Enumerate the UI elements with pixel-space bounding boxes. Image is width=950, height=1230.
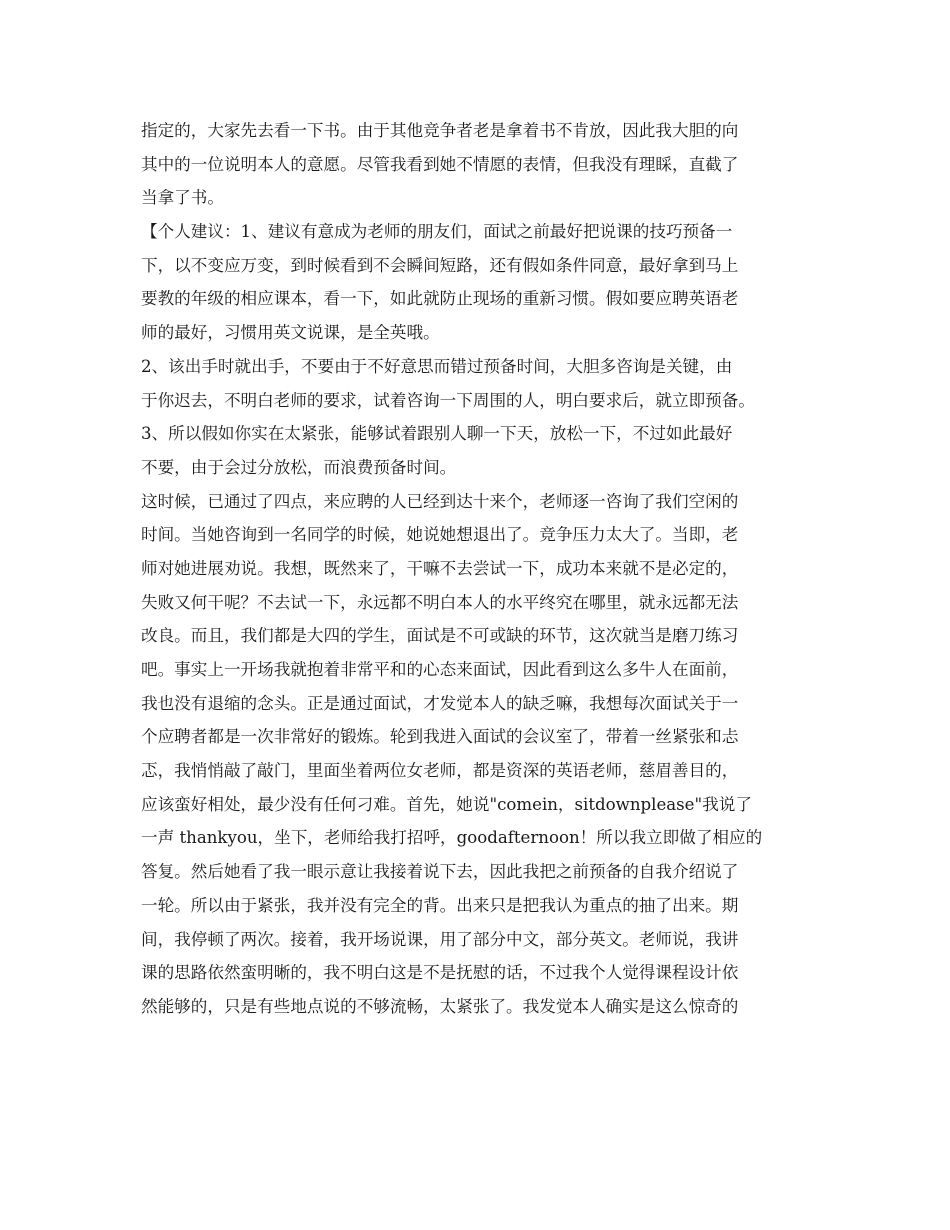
text-line: 失败又何干呢？不去试一下，永远都不明白本人的水平终究在哪里，就永远都无法 xyxy=(141,592,739,612)
text-line: 时间。当她咨询到一名同学的时候，她说她想退出了。竞争压力太大了。当即，老 xyxy=(141,525,739,545)
text-line: 然能够的，只是有些地点说的不够流畅，太紧张了。我发觉本人确实是这么惊奇的 xyxy=(141,996,739,1016)
text-line: 课的思路依然蛮明晰的，我不明白这是不是抚慰的话，不过我个人觉得课程设计依 xyxy=(141,963,739,983)
text-line: 一声 thankyou，坐下，老师给我打招呼，goodafternoon！所以我立即做了相应的 xyxy=(141,828,763,848)
text-line: 当拿了书。 xyxy=(141,188,224,208)
text-line: 师的最好，习惯用英文说课，是全英哦。 xyxy=(141,323,440,343)
text-line: 我也没有退缩的念头。正是通过面试，才发觉本人的缺乏嘛，我想每次面试关于一 xyxy=(141,693,739,713)
text-line: 改良。而且，我们都是大四的学生，面试是不可或缺的环节，这次就当是磨刀练习 xyxy=(141,626,739,646)
text-line: 于你迟去，不明白老师的要求，试着咨询一下周围的人，明白要求后，就立即预备。 xyxy=(141,390,755,410)
text-line: 3、所以假如你实在太紧张，能够试着跟别人聊一下天，放松一下，不过如此最好 xyxy=(141,424,733,444)
text-line: 个应聘者都是一次非常好的锻炼。轮到我进入面试的会议室了，带着一丝紧张和忐 xyxy=(141,727,739,747)
text-line: 这时候，已通过了四点，来应聘的人已经到达十来个，老师逐一咨询了我们空闲的 xyxy=(141,491,739,511)
text-line: 其中的一位说明本人的意愿。尽管我看到她不情愿的表情，但我没有理睬，直截了 xyxy=(141,154,739,174)
text-line: 答复。然后她看了我一眼示意让我接着说下去，因此我把之前预备的自我介绍说了 xyxy=(141,862,739,882)
text-line: 下，以不变应万变，到时候看到不会瞬间短路，还有假如条件同意，最好拿到马上 xyxy=(141,255,739,275)
text-line: 【个人建议：1、建议有意成为老师的朋友们，面试之前最好把说课的技巧预备一 xyxy=(141,222,733,242)
text-line: 2、该出手时就出手，不要由于不好意思而错过预备时间，大胆多咨询是关键，由 xyxy=(141,356,733,376)
text-line: 应该蛮好相处，最少没有任何刁难。首先，她说"comein，sitdownplease"我说了 xyxy=(141,794,752,814)
text-line: 指定的，大家先去看一下书。由于其他竞争者老是拿着书不肯放，因此我大胆的向 xyxy=(141,121,739,140)
document-body xyxy=(141,114,811,1024)
text-line: 吧。事实上一开场我就抱着非常平和的心态来面试，因此看到这么多牛人在面前， xyxy=(141,660,739,679)
text-line: 一轮。所以由于紧张，我并没有完全的背。出来只是把我认为重点的抽了出来。期 xyxy=(141,895,739,915)
text-line: 不要，由于会过分放松，而浪费预备时间。 xyxy=(141,457,457,477)
text-line: 间，我停顿了两次。接着，我开场说课，用了部分中文，部分英文。老师说，我讲 xyxy=(141,929,739,949)
text-line: 师对她进展劝说。我想，既然来了，干嘛不去尝试一下，成功本来就不是必定的， xyxy=(141,558,739,578)
text-line: 忑，我悄悄敲了敲门，里面坐着两位女老师，都是资深的英语老师，慈眉善目的， xyxy=(141,761,739,781)
text-line: 要教的年级的相应课本，看一下，如此就防止现场的重新习惯。假如要应聘英语老 xyxy=(141,289,739,309)
